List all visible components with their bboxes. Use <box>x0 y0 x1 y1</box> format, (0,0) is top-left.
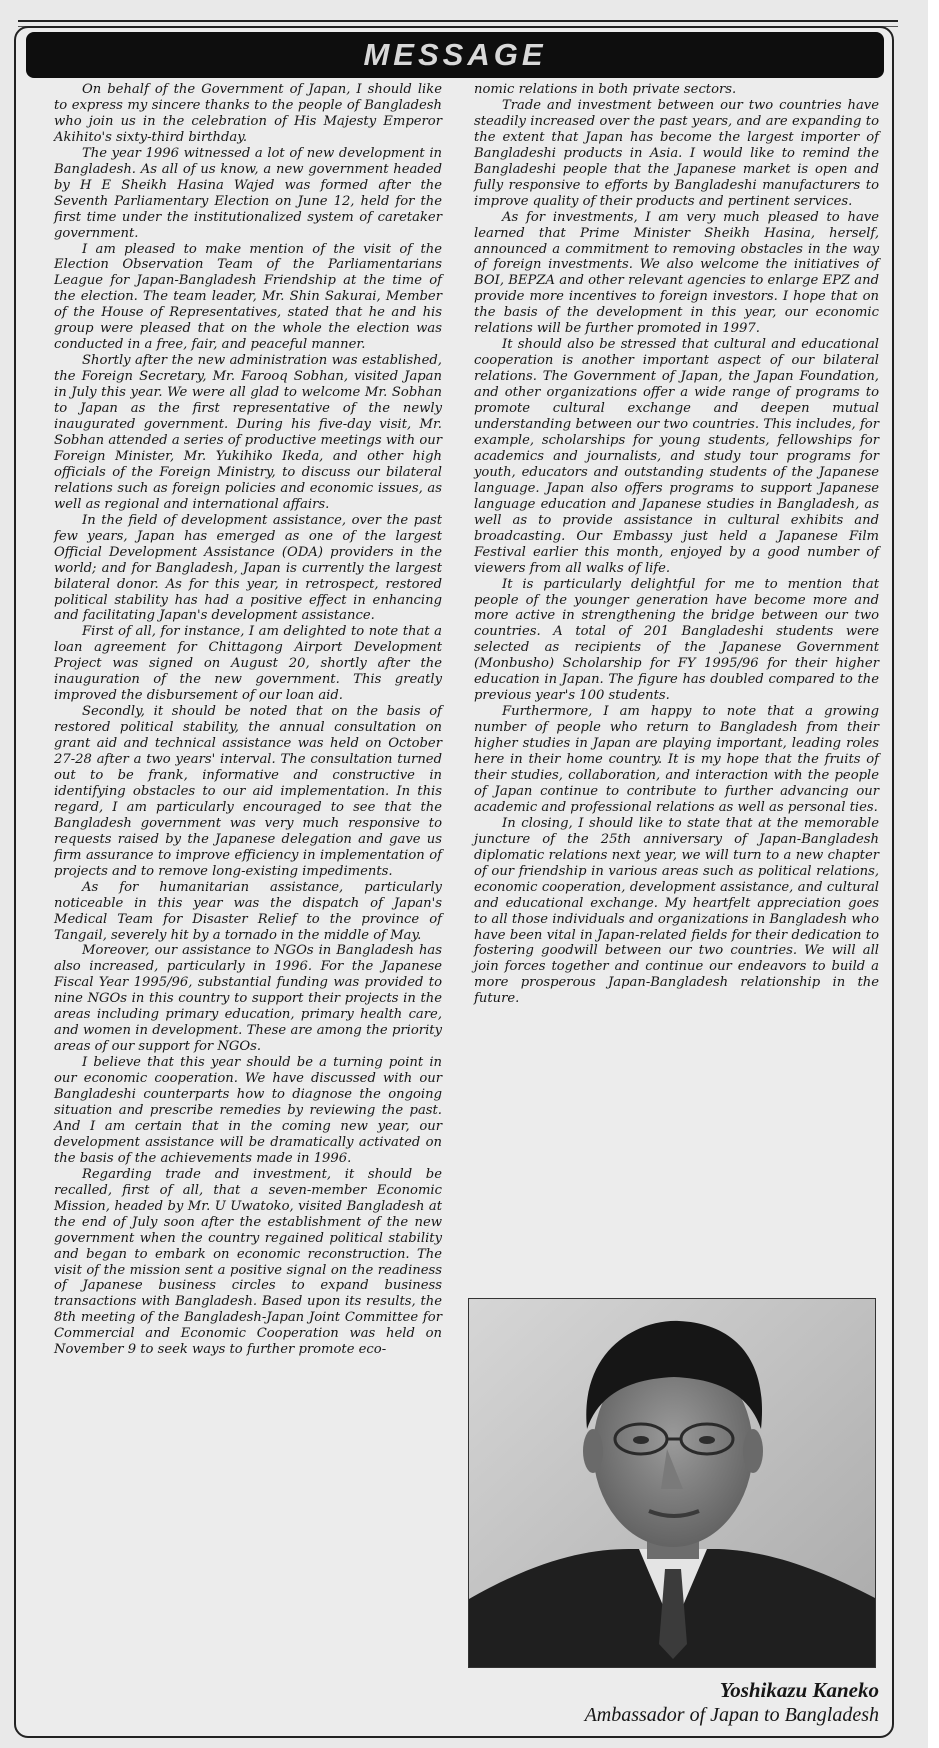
paragraph: Shortly after the new administration was established, the Foreign Secretary, Mr. Farooq Sobhan, visited Japan in July this year. We were all glad to welcome Mr. Sobhan to Japan as the first representative of the newly inaugurated government. During his five-day visit, Mr. Sobhan attended a series of productive meetings with our Foreign Minister, Mr. Yukihiko Ikeda, and other high officials of the Foreign Ministry, to discuss our bilateral relations such as foreign policies and economic issues, as well as regional and international affairs. <box>54 353 442 512</box>
paragraph: In the field of development assistance, over the past few years, Japan has emerged as one of the largest Official Development Assistance (ODA) providers in the world; and for Bangladesh, Japan is currently the largest bilateral donor. As for this year, in retrospect, restored political stability has had a positive effect in enhancing and facilitating Japan's development assistance. <box>54 512 442 624</box>
top-rule <box>18 20 898 22</box>
paragraph: Secondly, it should be noted that on the basis of restored political stability, the annual consultation on grant aid and technical assistance was held on October 27-28 after a two years' interval. The consultation turned out to be frank, informative and constructive in identifying obstacles to our aid implementation. In this regard, I am particularly encouraged to see that the Bangladesh government was very much responsive to requests raised by the Japanese delegation and gave us firm assurance to improve efficiency in implementation of projects and to remove long-existing impediments. <box>54 704 442 879</box>
paragraph: Moreover, our assistance to NGOs in Bangladesh has also increased, particularly in 1996. For the Japanese Fiscal Year 1995/96, substantial funding was provided to nine NGOs in this country to support their projects in the areas including primary education, primary health care, and women in development. These are among the priority areas of our support for NGOs. <box>54 943 442 1055</box>
left-column <box>54 82 442 1358</box>
paragraph: The year 1996 witnessed a lot of new development in Bangladesh. As all of us know, a new government headed by H E Sheikh Hasina Wajed was formed after the Seventh Parliamentary Election on June 12, held for the first time under the institutionalized system of caretaker government. <box>54 145 442 241</box>
paragraph: I am pleased to make mention of the visit of the Election Observation Team of the Parliamentarians League for Japan-Bangladesh Friendship at the time of the election. The team leader, Mr. Shin Sakurai, Member of the House of Representatives, stated that he and his group were pleased that on the whole the election was conducted in a free, fair, and peaceful manner. <box>54 241 442 353</box>
right-column <box>474 82 879 1007</box>
paragraph: Regarding trade and investment, it should be recalled, first of all, that a seven-member Economic Mission, headed by Mr. U Uwatoko, visited Bangladesh at the end of July soon after the establishment of the new government when the country regained political stability and began to embark on economic reconstruction. The visit of the mission sent a positive signal on the readiness of Japanese business circles to expand business transactions with Bangladesh. Based upon its results, the 8th meeting of the Bangladesh-Japan Joint Committee for Commercial and Economic Cooperation was held on November 9 to seek ways to further promote eco- <box>54 1166 442 1358</box>
paragraph: It should also be stressed that cultural and educational cooperation is another important aspect of our bilateral relations. The Government of Japan, the Japan Foundation, and other organizations offer a wide range of programs to promote cultural exchange and deepen mutual understanding between our two countries. This includes, for example, scholarships for young students, fellowships for academics and journalists, and study tour programs for youth, educators and outstanding students of the Japanese language. Japan also offers programs to support Japanese language education and Japanese studies in Bangladesh, as well as to provide assistance in cultural exhibits and broadcasting. Our Embassy just held a Japanese Film Festival earlier this month, enjoyed by a good number of viewers from all walks of life. <box>474 337 879 576</box>
portrait-image <box>469 1299 876 1668</box>
page-margin <box>928 0 939 1748</box>
paragraph: I believe that this year should be a turning point in our economic cooperation. We have discussed with our Bangladeshi counterparts how to diagnose the ongoing situation and prescribe remedies by reviewing the past. And I am certain that in the coming new year, our development assistance will be dramatically activated on the basis of the achievements made in 1996. <box>54 1055 442 1166</box>
signature-title: Ambassador of Japan to Bangladesh <box>584 1704 879 1726</box>
paragraph: As for humanitarian assistance, particularly noticeable in this year was the dispatch of Japan's Medical Team for Disaster Relief to the province of Tangail, severely hit by a tornado in the middle of May. <box>54 879 442 943</box>
paragraph: Furthermore, I am happy to note that a growing number of people who return to Bangladesh from their higher studies in Japan are playing important, leading roles here in their home country. It is my hope that the fruits of their studies, collaboration, and interaction with the people of Japan continue to contribute to further advancing our academic and professional relations as well as personal ties. <box>474 704 879 815</box>
message-banner <box>26 32 884 78</box>
page-title: MESSAGE <box>363 37 547 72</box>
ambassador-portrait <box>468 1298 876 1668</box>
paragraph: In closing, I should like to state that at the memorable juncture of the 25th anniversary of Japan-Bangladesh diplomatic relations next year, we will turn to a new chapter of our friendship in various areas such as political relations, economic cooperation, development assistance, and cultural and educational exchange. My heartfelt appreciation goes to all those individuals and organizations in Bangladesh who have been vital in Japan-related fields for their dedication to fostering goodwill between our two countries. We will all join forces together and continue our endeavors to build a more prosperous Japan-Bangladesh relationship in the future. <box>474 815 879 1007</box>
paragraph: nomic relations in both private sectors. <box>474 82 737 97</box>
paragraph: It is particularly delightful for me to mention that people of the younger generation have become more and more active in strengthening the bridge between our two countries. A total of 201 Bangladeshi students were selected as recipients of the Japanese Government (Monbusho) Scholarship for FY 1995/96 for their higher education in Japan. The figure has doubled compared to the previous year's 100 students. <box>474 576 879 704</box>
paragraph: On behalf of the Government of Japan, I should like to express my sincere thanks to the people of Bangladesh who join us in the celebration of His Majesty Emperor Akihito's sixty-third birthday. <box>54 82 442 145</box>
paragraph: As for investments, I am very much pleased to have learned that Prime Minister Sheikh Hasina, herself, announced a commitment to removing obstacles in the way of foreign investments. We also welcome the initiatives of BOI, BEPZA and other relevant agencies to enlarge EPZ and provide more incentives to foreign investors. I hope that on the basis of the development in this year, our economic relations will be further promoted in 1997. <box>474 209 879 337</box>
paragraph: First of all, for instance, I am delighted to note that a loan agreement for Chittagong Airport Development Project was signed on August 20, shortly after the inauguration of the new government. This greatly improved the disbursement of our loan aid. <box>54 624 442 704</box>
paragraph: Trade and investment between our two countries have steadily increased over the past years, and are expanding to the extent that Japan has become the largest importer of Bangladeshi products in Asia. I would like to remind the Bangladeshi people that the Japanese market is open and fully responsive to efforts by Bangladeshi manufacturers to improve quality of their products and pertinent services. <box>474 97 879 209</box>
signature-name: Yoshikazu Kaneko <box>719 1678 879 1702</box>
